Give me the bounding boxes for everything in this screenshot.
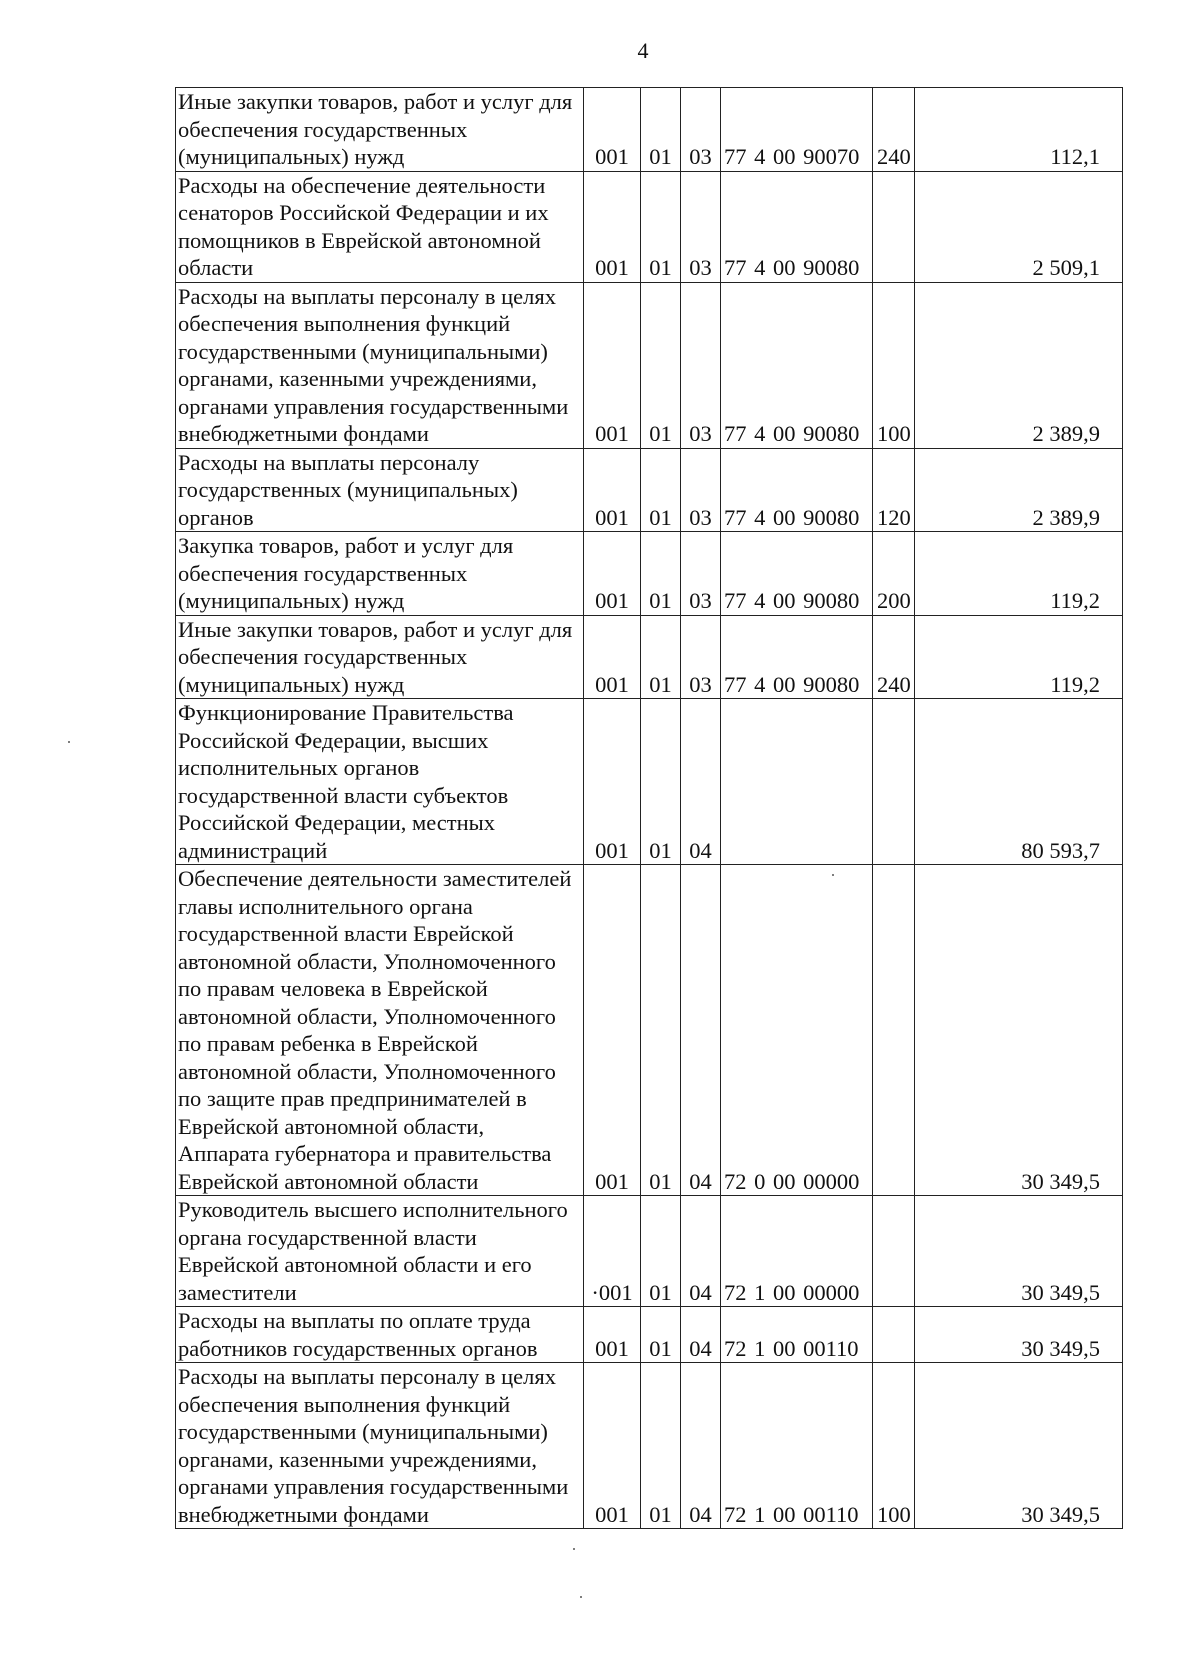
table-row: [176, 282, 1123, 448]
cell-expense-type: [873, 865, 915, 1196]
cell-expense-type: 240: [873, 615, 915, 699]
cell-expense-type: [873, 1196, 915, 1307]
cell-grbs: 001: [584, 282, 641, 448]
cell-name: Иные закупки товаров, работ и услуг для обеспечения государственных (муниципальных) нужд: [176, 88, 584, 172]
cell-name: Расходы на выплаты персоналу государственных (муниципальных) органов: [176, 448, 584, 532]
cell-amount: 80 593,7: [915, 699, 1123, 865]
cell-grbs: 001: [584, 1363, 641, 1529]
cell-name: Обеспечение деятельности заместителей главы исполнительного органа государственной власти Еврейской автономной области, Уполномоченного по правам человека в Еврейской автономной области, Уполномоченного по правам ребенка в Еврейской автономной области, Уполномоченного по защите прав предпринимателей в Еврейской автономной области, Аппарата губернатора и правительства Еврейской автономной области: [176, 865, 584, 1196]
cell-target-article: 77 4 00 90080: [721, 171, 873, 282]
cell-subsection: 04: [681, 1363, 721, 1529]
scan-mark: [580, 1596, 582, 1598]
budget-table-body: [176, 88, 1123, 1529]
cell-subsection: 03: [681, 88, 721, 172]
table-row: [176, 699, 1123, 865]
cell-expense-type: [873, 1307, 915, 1363]
cell-name: Расходы на выплаты персоналу в целях обеспечения выполнения функций государственными (муниципальными) органами, казенными учреждениями, органами управления государственными внебюджетными фондами: [176, 282, 584, 448]
cell-grbs: 001: [584, 88, 641, 172]
table-row: [176, 88, 1123, 172]
cell-grbs: 001: [584, 865, 641, 1196]
table-row: [176, 1307, 1123, 1363]
cell-grbs: 001: [584, 699, 641, 865]
cell-name: Закупка товаров, работ и услуг для обеспечения государственных (муниципальных) нужд: [176, 532, 584, 616]
cell-section: 01: [641, 699, 681, 865]
cell-grbs: 001: [584, 448, 641, 532]
cell-name: Расходы на выплаты по оплате труда работников государственных органов: [176, 1307, 584, 1363]
page-number: 4: [637, 38, 649, 63]
cell-section: 01: [641, 171, 681, 282]
cell-expense-type: 120: [873, 448, 915, 532]
cell-subsection: 03: [681, 532, 721, 616]
cell-target-article: 77 4 00 90080: [721, 532, 873, 616]
cell-section: 01: [641, 1196, 681, 1307]
cell-grbs: 001: [584, 532, 641, 616]
cell-expense-type: [873, 699, 915, 865]
cell-amount: 30 349,5: [915, 1307, 1123, 1363]
cell-amount: 30 349,5: [915, 865, 1123, 1196]
cell-target-article: 72 1 00 00000: [721, 1196, 873, 1307]
cell-subsection: 04: [681, 865, 721, 1196]
cell-target-article: 77 4 00 90080: [721, 282, 873, 448]
cell-target-article: 72 1 00 00110: [721, 1307, 873, 1363]
table-row: [176, 1196, 1123, 1307]
cell-expense-type: 100: [873, 282, 915, 448]
cell-target-article: 72 0 00 00000: [721, 865, 873, 1196]
cell-subsection: 03: [681, 448, 721, 532]
cell-section: 01: [641, 1363, 681, 1529]
cell-section: 01: [641, 88, 681, 172]
cell-grbs: 001: [584, 1307, 641, 1363]
cell-section: 01: [641, 448, 681, 532]
cell-target-article: 77 4 00 90070: [721, 88, 873, 172]
cell-amount: 119,2: [915, 615, 1123, 699]
cell-name: Иные закупки товаров, работ и услуг для обеспечения государственных (муниципальных) нужд: [176, 615, 584, 699]
cell-target-article: 77 4 00 90080: [721, 448, 873, 532]
table-row: [176, 171, 1123, 282]
cell-expense-type: [873, 171, 915, 282]
cell-subsection: 04: [681, 1307, 721, 1363]
cell-section: 01: [641, 865, 681, 1196]
cell-grbs: ·001: [584, 1196, 641, 1307]
cell-target-article: 72 1 00 00110: [721, 1363, 873, 1529]
cell-name: Расходы на выплаты персоналу в целях обеспечения выполнения функций государственными (муниципальными) органами, казенными учреждениями, органами управления государственными внебюджетными фондами: [176, 1363, 584, 1529]
table-row: [176, 1363, 1123, 1529]
cell-amount: 30 349,5: [915, 1196, 1123, 1307]
cell-subsection: 03: [681, 282, 721, 448]
cell-amount: 112,1: [915, 88, 1123, 172]
scan-mark: [832, 874, 834, 876]
table-row: [176, 448, 1123, 532]
cell-subsection: 04: [681, 699, 721, 865]
cell-grbs: 001: [584, 615, 641, 699]
cell-expense-type: 200: [873, 532, 915, 616]
cell-expense-type: 100: [873, 1363, 915, 1529]
cell-subsection: 03: [681, 615, 721, 699]
cell-grbs: 001: [584, 171, 641, 282]
table-row: [176, 532, 1123, 616]
cell-section: 01: [641, 532, 681, 616]
cell-section: 01: [641, 282, 681, 448]
cell-expense-type: 240: [873, 88, 915, 172]
cell-name: Функционирование Правительства Российской Федерации, высших исполнительных органов государственной власти субъектов Российской Федерации, местных администраций: [176, 699, 584, 865]
cell-amount: 2 389,9: [915, 282, 1123, 448]
cell-subsection: 04: [681, 1196, 721, 1307]
budget-table: [175, 87, 1123, 1529]
cell-amount: 119,2: [915, 532, 1123, 616]
cell-amount: 30 349,5: [915, 1363, 1123, 1529]
cell-name: Расходы на обеспечение деятельности сенаторов Российской Федерации и их помощников в Еврейской автономной области: [176, 171, 584, 282]
cell-name: Руководитель высшего исполнительного органа государственной власти Еврейской автономной области и его заместители: [176, 1196, 584, 1307]
cell-subsection: 03: [681, 171, 721, 282]
cell-section: 01: [641, 1307, 681, 1363]
cell-amount: 2 389,9: [915, 448, 1123, 532]
cell-amount: 2 509,1: [915, 171, 1123, 282]
scan-mark: [573, 1548, 575, 1550]
table-row: [176, 615, 1123, 699]
cell-target-article: 77 4 00 90080: [721, 615, 873, 699]
cell-section: 01: [641, 615, 681, 699]
table-row: [176, 865, 1123, 1196]
cell-target-article: [721, 699, 873, 865]
scan-mark: [68, 741, 70, 743]
